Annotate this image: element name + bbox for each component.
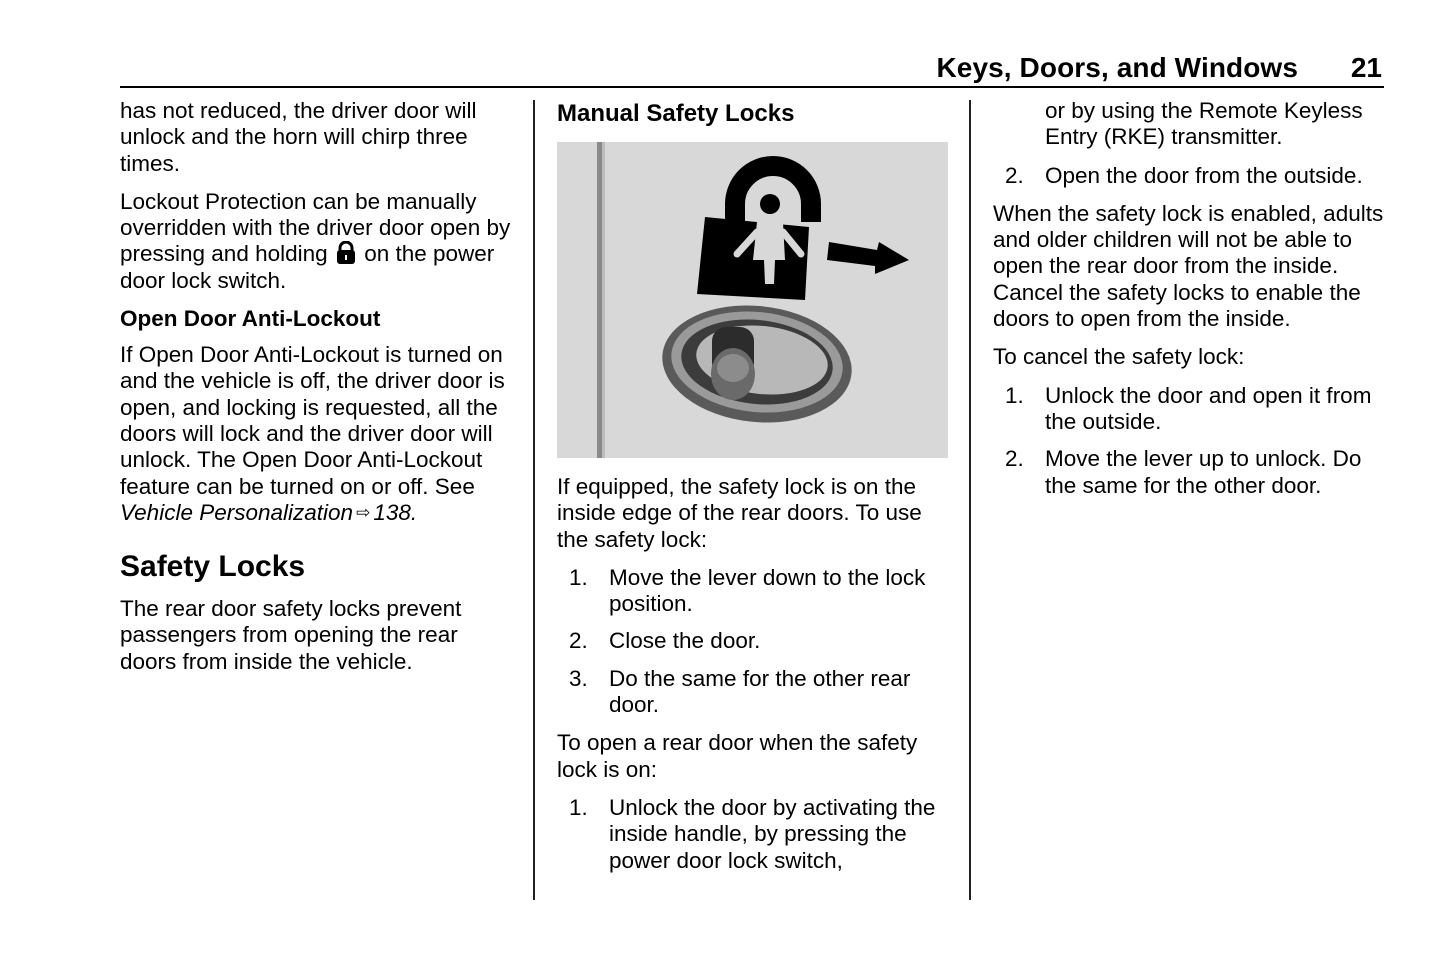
section-title-safety-locks: Safety Locks (120, 550, 306, 584)
step-number: 2. (1005, 162, 1024, 188)
step-text: Do the same for the other rear door. (609, 665, 911, 718)
list-item (993, 446, 1388, 499)
paragraph-anti-lockout (120, 342, 520, 528)
step-text: Unlock the door by activating the inside handle, by pressing the power door lock switch, (609, 794, 936, 873)
paragraph-text: If Open Door Anti-Lockout is turned on and the vehicle is off, the driver door is open, and locking is requested, all the doors will lock and the driver door will unlock. The Open Door Anti-Lockout feature can be turned on or off. See (120, 342, 505, 499)
chapter-title: Keys, Doors, and Windows (936, 52, 1298, 83)
column-3 (993, 98, 1388, 511)
paragraph: The rear door safety locks prevent passengers from opening the rear doors from inside the vehicle. (120, 596, 462, 674)
step-text: Unlock the door and open it from the outside. (1045, 382, 1372, 434)
paragraph-lockout-override (120, 189, 520, 294)
paragraph: If equipped, the safety lock is on the inside edge of the rear doors. To use the safety lock: (557, 474, 922, 552)
paragraph-text: Lockout Protection can be manually overridden with the driver door open by pressing and holding (120, 188, 511, 267)
paragraph-text: on the power door lock switch. (120, 241, 495, 293)
paragraph: has not reduced, the driver door will unlock and the horn will chirp three times. (120, 98, 477, 176)
paragraph: When the safety lock is enabled, adults and older children will not be able to open the rear door from the inside. Cancel the safety locks to enable the doors to open from the inside. (993, 200, 1384, 332)
cross-reference-link[interactable]: Vehicle Personalization ⇨ 138. (120, 499, 418, 525)
list-item (557, 666, 952, 719)
steps-open-rear-door-continued (993, 163, 1388, 189)
step-number: 1. (569, 794, 588, 820)
column-divider (533, 100, 535, 900)
step-text: Close the door. (609, 628, 761, 654)
list-item (557, 565, 952, 618)
step-number: 2. (569, 628, 588, 654)
paragraph: To cancel the safety lock: (993, 344, 1245, 370)
step-text: Move the lever down to the lock position. (609, 564, 926, 617)
list-item (557, 795, 952, 874)
steps-open-rear-door (557, 795, 952, 874)
lock-icon (336, 241, 356, 265)
xref-page: 138 (373, 499, 411, 525)
steps-cancel-safety-lock (993, 383, 1388, 499)
xref-title: Vehicle Personalization (120, 499, 354, 525)
safety-lock-illustration (557, 142, 948, 458)
step-text: Move the lever up to unlock. Do the same for the other door. (1045, 446, 1362, 498)
list-item (993, 383, 1388, 436)
step-text: Open the door from the outside. (1045, 162, 1363, 188)
page-arrow-icon: ⇨ (356, 502, 371, 522)
step-continuation: or by using the Remote Keyless Entry (RKE) transmitter. (1045, 98, 1363, 150)
steps-use-safety-lock (557, 565, 952, 718)
column-2 (557, 98, 952, 886)
page-number: 21 (1350, 52, 1382, 83)
step-number: 1. (1005, 382, 1024, 408)
column-1 (120, 98, 520, 687)
door-edge (597, 142, 605, 458)
list-item (993, 163, 1388, 189)
list-item (557, 628, 952, 654)
paragraph: To open a rear door when the safety lock is on: (557, 730, 918, 782)
column-divider (969, 100, 971, 900)
page-header (120, 50, 1384, 88)
subheading-open-door-anti-lockout: Open Door Anti-Lockout (120, 306, 381, 332)
step-number: 1. (569, 564, 588, 590)
step-number: 2. (1005, 446, 1024, 472)
subheading-manual-safety-locks: Manual Safety Locks (557, 100, 795, 127)
step-number: 3. (569, 665, 588, 691)
